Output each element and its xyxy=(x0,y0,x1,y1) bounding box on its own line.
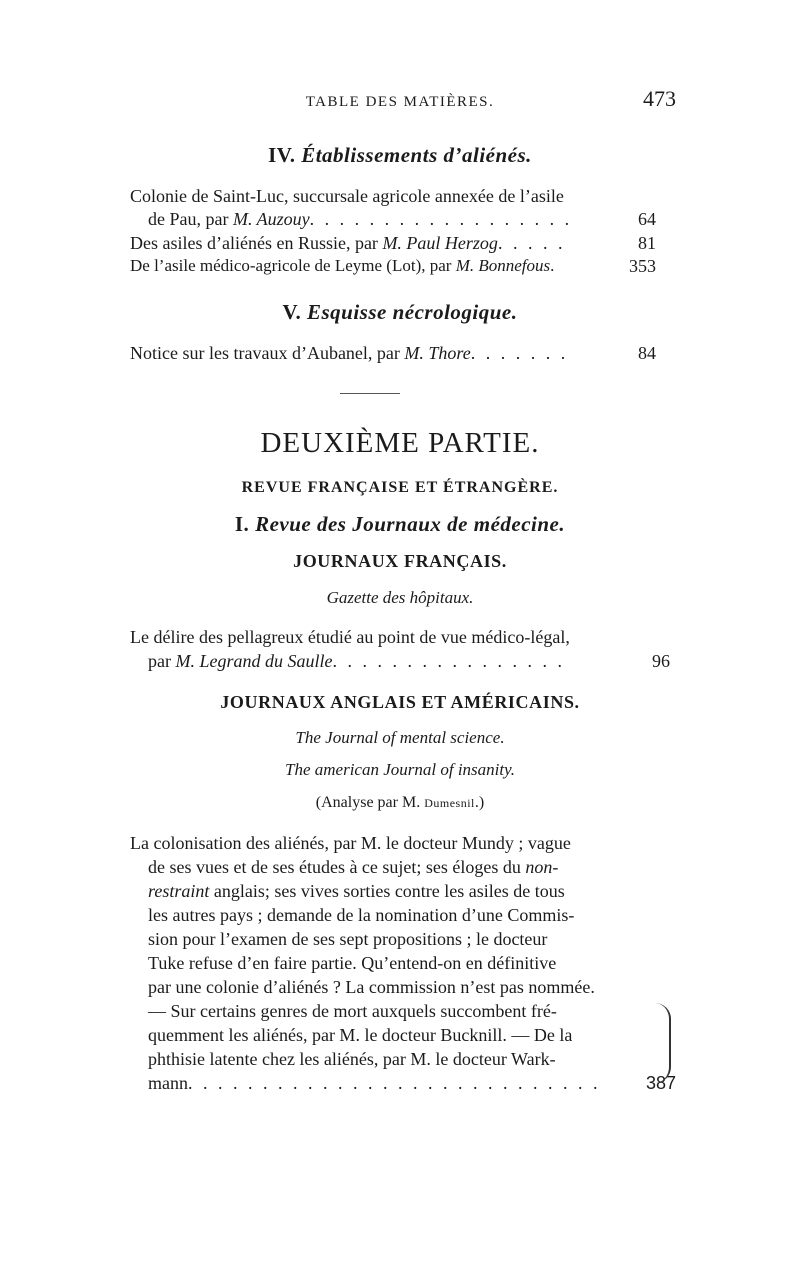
part-subtitle: REVUE FRANÇAISE ET ÉTRANGÈRE. xyxy=(241,479,559,496)
toc-entry: Des asiles d’aliénés en Russie, par M. Paul Herzog. . . . . xyxy=(130,233,566,253)
paragraph-line: Tuke refuse d’en faire partie. Qu’entend-on en définitive xyxy=(148,953,557,973)
paragraph-line-last: mann. . . . . . . . . . . . . . . . . . . . . . . . . . . . xyxy=(148,1073,601,1093)
divider xyxy=(340,393,400,394)
paragraph-line: les autres pays ; demande de la nomination d’une Commis- xyxy=(148,905,575,925)
section-heading-revue: I. Revue des Journaux de médecine. xyxy=(234,512,566,536)
journal-name: The Journal of mental science. xyxy=(295,728,505,747)
entry-page: 81 xyxy=(638,233,656,253)
section-numeral: IV. xyxy=(268,143,296,167)
part-title: DEUXIÈME PARTIE. xyxy=(260,427,540,459)
paragraph-line: — Sur certains genres de mort auxquels succombent fré- xyxy=(148,1001,557,1021)
entry-author: M. Auzouy xyxy=(232,209,310,229)
paragraph-line: par une colonie d’aliénés ? La commission n’est pas nommée. xyxy=(148,977,595,997)
entry-page: 353 xyxy=(629,256,656,276)
entry-page: 96 xyxy=(652,651,670,671)
paragraph-line: restraint anglais; ses vives sorties contre les asiles de tous xyxy=(148,881,565,901)
subheading-journaux-anglais: JOURNAUX ANGLAIS ET AMÉRICAINS. xyxy=(220,692,580,712)
page-number: 473 xyxy=(643,86,676,111)
paragraph-line: de ses vues et de ses études à ce sujet; ses éloges du non- xyxy=(148,857,559,877)
section-title: Établissements d’aliénés. xyxy=(301,143,532,167)
entry-page: 64 xyxy=(638,209,656,229)
toc-entry-line: Le délire des pellagreux étudié au point de vue médico-légal, xyxy=(130,627,570,647)
entry-author: M. Thore xyxy=(404,343,471,363)
subheading-journaux-francais: JOURNAUX FRANÇAIS. xyxy=(293,551,507,571)
running-title: TABLE DES MATIÈRES. xyxy=(305,94,495,110)
paragraph-line: quemment les aliénés, par M. le docteur Bucknill. — De la xyxy=(148,1025,573,1045)
entry-page: 387 xyxy=(645,1073,676,1093)
paragraph-line: phthisie latente chez les aliénés, par M. le docteur Wark- xyxy=(148,1049,556,1069)
section-heading-etablissements xyxy=(0,143,800,168)
entry-page: 84 xyxy=(638,343,656,363)
paragraph-line: La colonisation des aliénés, par M. le docteur Mundy ; vague xyxy=(130,833,571,853)
toc-entry: De l’asile médico-agricole de Leyme (Lot), par M. Bonnefous. xyxy=(130,256,555,275)
entry-author: M. Legrand du Saulle xyxy=(175,651,333,671)
toc-entry: Notice sur les travaux d’Aubanel, par M. Thore. . . . . . . xyxy=(130,343,569,363)
journal-name: Gazette des hôpitaux. xyxy=(326,588,474,607)
toc-entry-line: Colonie de Saint-Luc, succursale agricole annexée de l’asile xyxy=(130,186,564,206)
section-heading-esquisse: V. Esquisse nécrologique. xyxy=(282,300,518,324)
brace-mark xyxy=(655,1003,671,1083)
toc-entry-continuation: de Pau, par M. Auzouy. . . . . . . . . . . . . . . . . . xyxy=(148,209,573,229)
journal-name: The american Journal of insanity. xyxy=(285,760,515,779)
analyse-note: (Analyse par M. Dumesnil.) xyxy=(315,794,485,811)
toc-entry-continuation: par M. Legrand du Saulle. . . . . . . . . . . . . . . . xyxy=(148,651,565,671)
entry-author: M. Bonnefous xyxy=(455,256,551,275)
paragraph-line: sion pour l’examen de ses sept propositions ; le docteur xyxy=(148,929,548,949)
entry-author: M. Paul Herzog xyxy=(382,233,498,253)
